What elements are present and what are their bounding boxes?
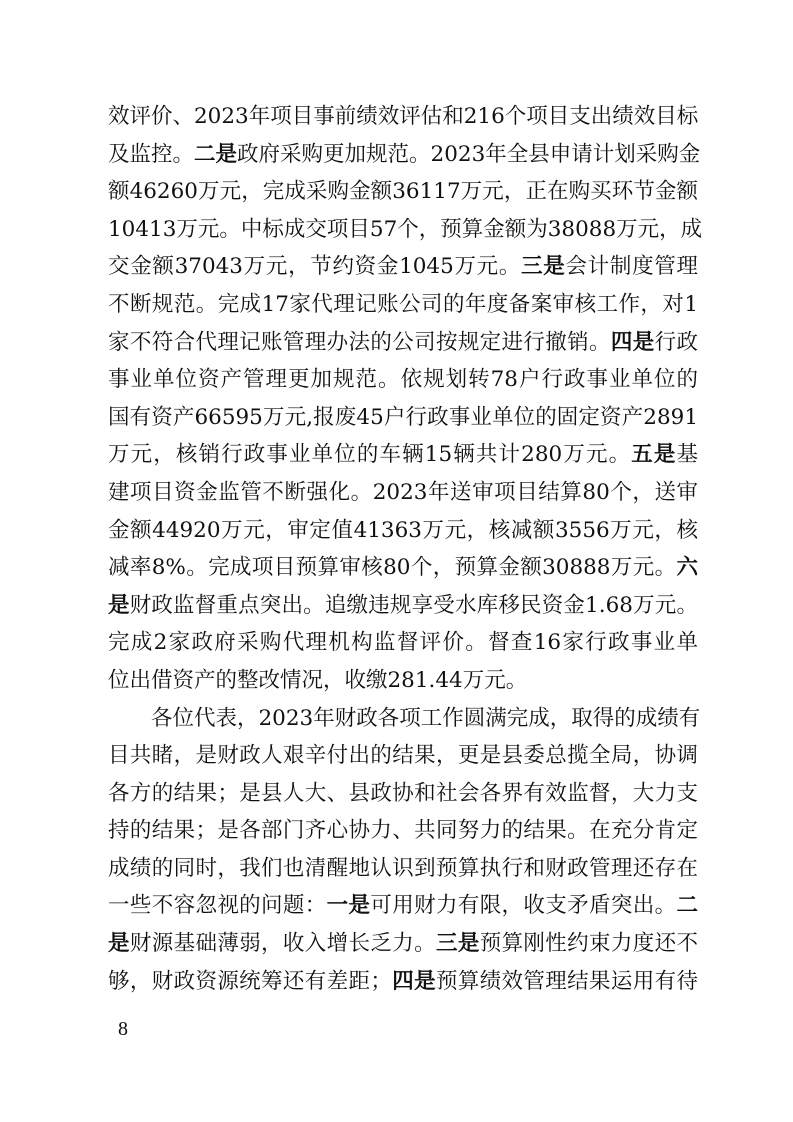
text-line [108,850,698,888]
text-run: 及监控。 [108,141,195,167]
text-run: 10413万元。中标成交项目57个，预算金额为38088万元，成 [108,216,703,242]
text-run: 效评价、2023年项目事前绩效评估和216个项目支出绩效目标 [108,104,699,129]
text-run: 成绩的同时，我们也清醒地认识到预算执行和财政管理还存在 [108,855,698,881]
text-run: 事业单位资产管理更加规范。依规划转78户行政事业单位的 [108,367,698,393]
text-line [108,399,698,437]
text-run: 会计制度管理 [565,254,698,280]
bold-keyword: 二是 [194,141,238,167]
bold-keyword: 四是 [610,329,655,355]
text-line [108,436,698,474]
text-line [108,737,698,775]
text-run: 额46260万元，完成采购金额36117万元，正在购买环节金额 [108,179,698,205]
text-line [108,324,698,362]
bold-keyword: 三是 [435,931,480,957]
text-line [108,549,698,587]
text-line [108,700,701,738]
bold-keyword: 三是 [521,254,566,280]
bold-keyword: 六 [676,555,698,581]
bold-keyword: 是 [108,931,130,957]
text-run: 可用财力有限，收支矛盾突出。 [370,893,677,919]
text-line [108,812,698,850]
text-run: 财政监督重点突出。追缴违规享受水库移民资金1.68万元。 [129,592,698,618]
text-run: 金额44920万元，审定值41363万元，核减额3556万元，核 [108,517,698,543]
text-run: 各位代表，2023年财政各项工作圆满完成，取得的成绩有 [151,705,701,731]
text-run: 国有资产66595万元,报废45户行政事业单位的固定资产2891 [108,404,698,430]
text-line [108,361,698,399]
bold-keyword: 四是 [391,968,436,994]
text-run: 家不符合代理记账管理办法的公司按规定进行撤销。 [108,329,611,355]
text-run: 目共睹，是财政人艰辛付出的结果，更是县委总揽全局，协调 [108,743,698,769]
bold-keyword: 五是 [631,442,677,468]
text-line [108,173,698,211]
text-line [108,136,701,174]
text-line [108,887,698,925]
text-line [108,248,698,286]
text-run: 各方的结果；是县人大、县政协和社会各界有效监督，大力支 [108,780,698,806]
text-line [108,512,698,550]
text-run: 预算绩效管理结果运用有待 [435,968,698,994]
text-line [108,775,698,813]
text-line [108,587,698,625]
text-line [108,925,698,963]
text-run: 一些不容忽视的问题： [108,893,327,919]
text-run: 位出借资产的整改情况，收缴281.44万元。 [108,667,528,693]
text-line [108,211,703,249]
bold-keyword: 二 [676,893,698,919]
text-run: 财源基础薄弱，收入增长乏力。 [129,931,436,957]
text-line [108,662,698,700]
text-line [108,286,698,324]
bold-keyword: 一是 [326,893,371,919]
text-line [108,474,698,512]
text-line [108,98,698,136]
text-line [108,624,698,662]
bold-keyword: 是 [108,592,130,618]
text-run: 交金额37043万元，节约资金1045万元。 [108,254,522,280]
text-run: 够，财政资源统筹还有差距； [108,968,392,994]
text-run: 不断规范。完成17家代理记账公司的年度备案审核工作，对1 [108,291,698,317]
text-line [108,963,698,1001]
text-run: 行政 [654,329,698,355]
text-run: 持的结果；是各部门齐心协力、共同努力的结果。在充分肯定 [108,818,698,844]
text-run: 完成2家政府采购代理机构监督评价。督查16家行政事业单 [108,630,698,656]
text-run: 政府采购更加规范。2023年全县申请计划采购金 [237,141,701,167]
body-text [108,98,703,1000]
text-run: 减率8%。完成项目预算审核80个，预算金额30888万元。 [108,555,677,581]
text-run: 基 [676,442,698,468]
text-run: 预算刚性约束力度还不 [479,931,698,957]
text-run: 万元，核销行政事业单位的车辆15辆共计280万元。 [108,442,632,468]
page-number: 8 [118,1018,128,1040]
text-run: 建项目资金监管不断强化。2023年送审项目结算80个，送审 [108,479,698,505]
